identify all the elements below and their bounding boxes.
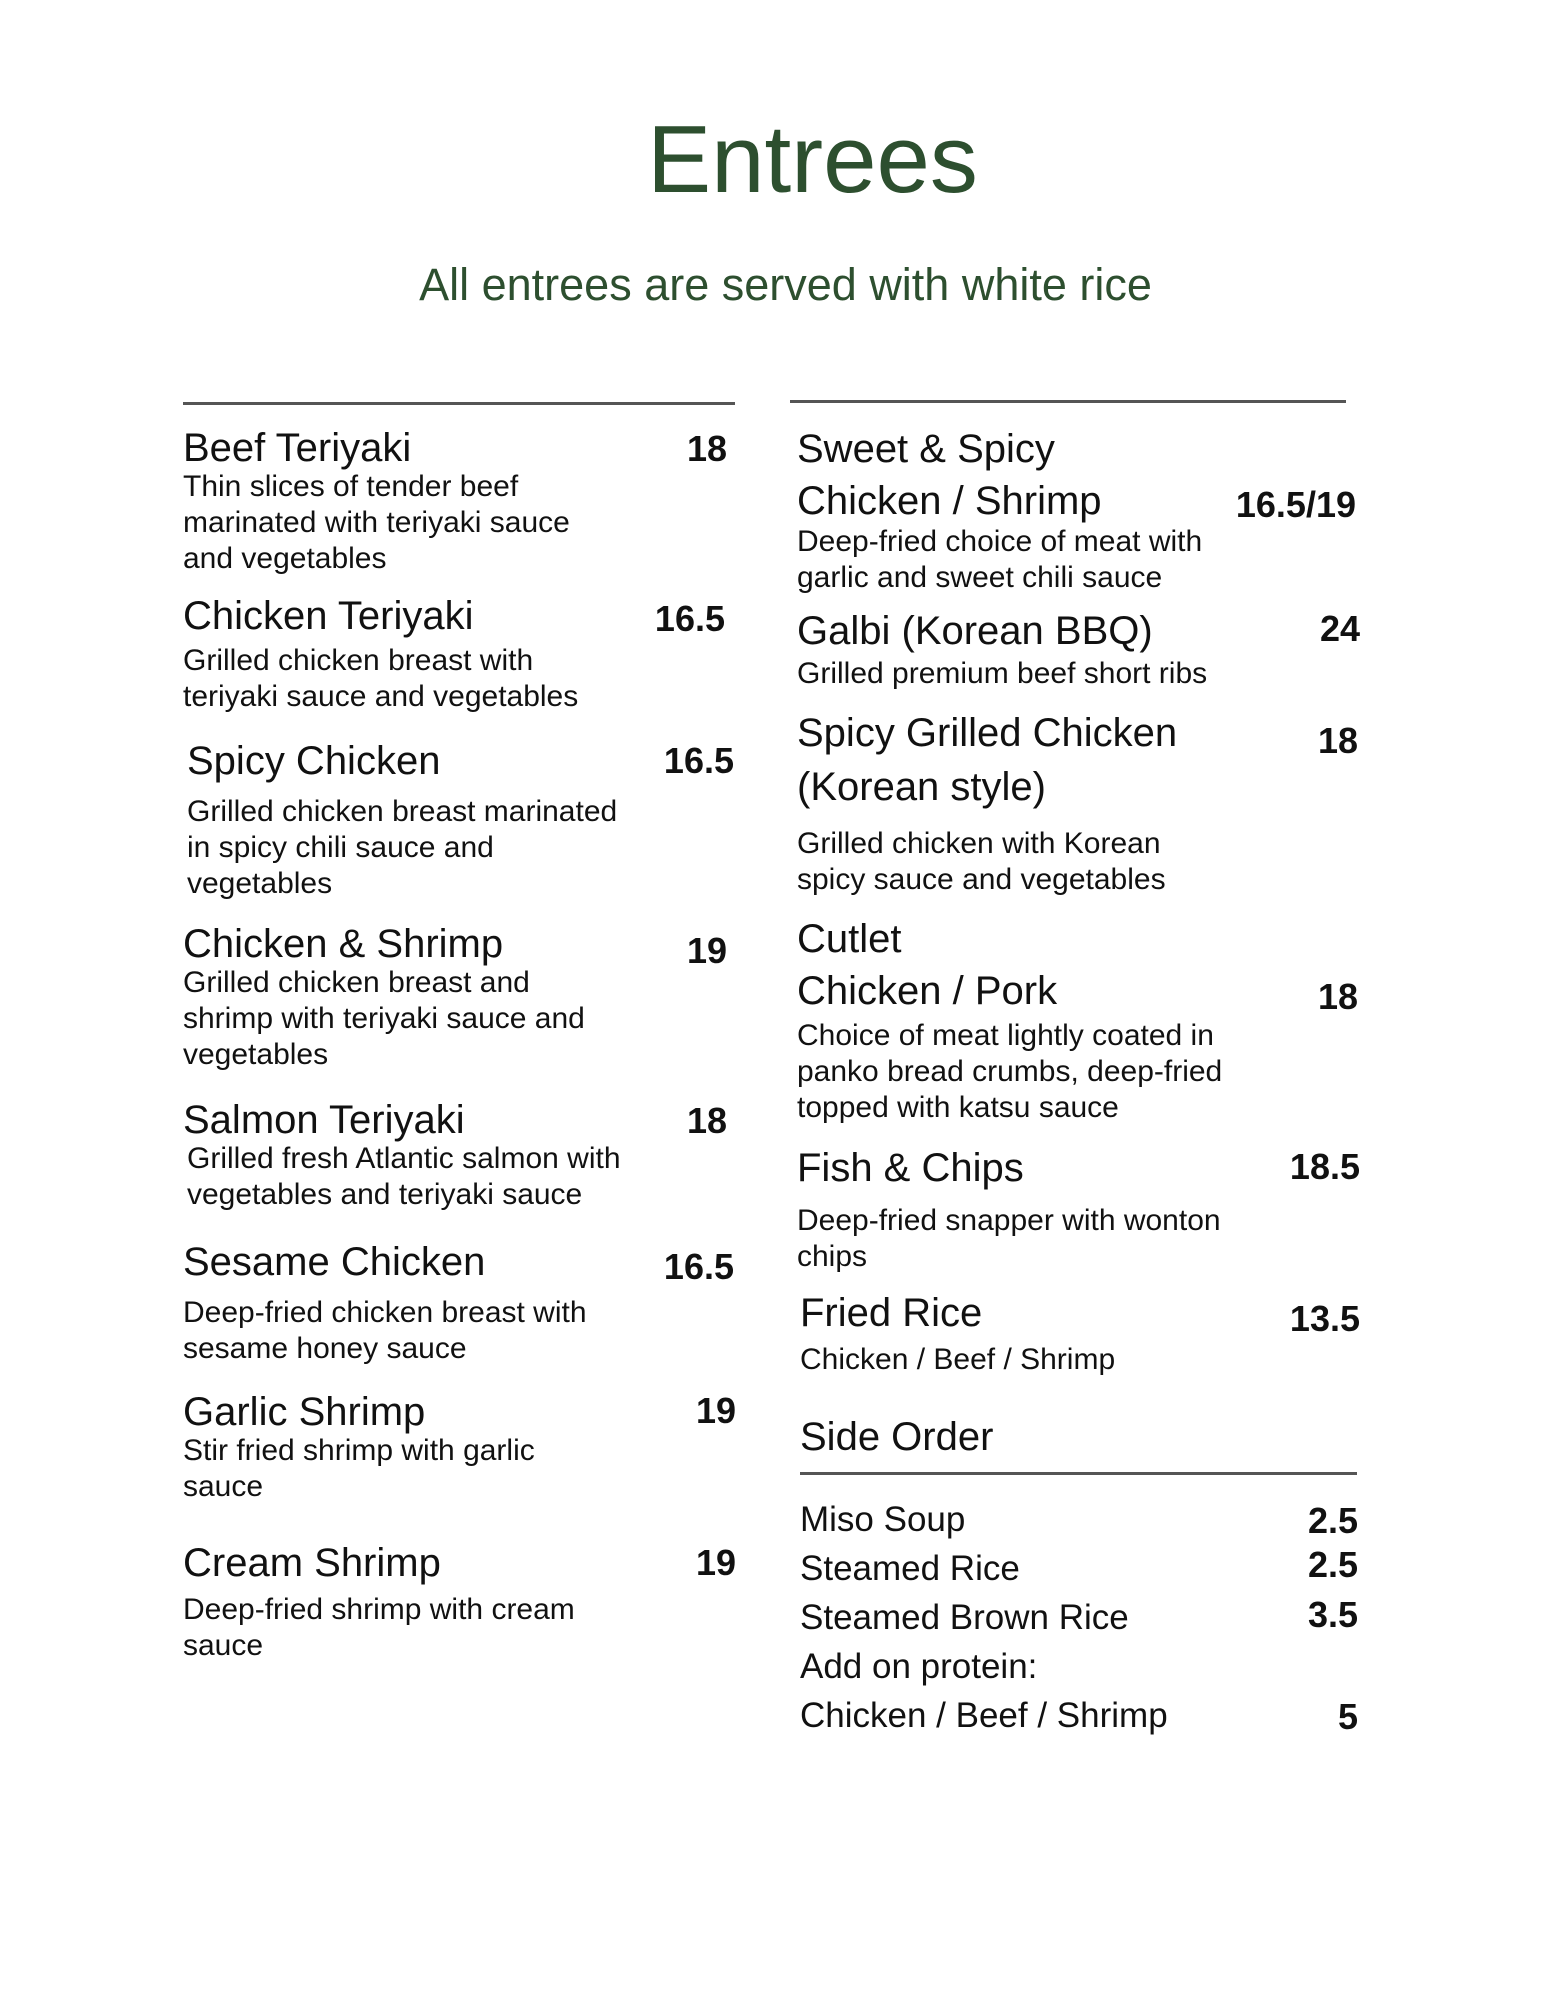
menu-item-sesame-chicken bbox=[183, 1237, 653, 1367]
item-price: 18.5 bbox=[1289, 1146, 1360, 1187]
menu-item-galbi bbox=[797, 606, 1227, 692]
item-description: Grilled premium beef short ribs bbox=[797, 657, 1208, 690]
item-name: Beef Teriyaki bbox=[183, 426, 412, 470]
menu-item-spicy-grilled-chicken bbox=[797, 708, 1237, 898]
item-description: Chicken / Beef / Shrimp bbox=[800, 1343, 1116, 1376]
item-description: Thin slices of tender beef marinated with teriyaki sauce and vegetables bbox=[183, 470, 570, 575]
item-price: 24 bbox=[1319, 608, 1360, 649]
menu-item-sweet-spicy bbox=[797, 424, 1227, 596]
item-description: Deep-fried snapper with wonton chips bbox=[797, 1204, 1221, 1273]
item-price: 16.5/19 bbox=[1235, 484, 1356, 525]
item-price: 19 bbox=[695, 1542, 736, 1583]
item-name: Fried Rice bbox=[800, 1291, 983, 1335]
side-item-miso-soup: Miso Soup bbox=[800, 1500, 966, 1539]
item-description: Deep-fried choice of meat with garlic and sweet chili sauce bbox=[797, 525, 1203, 594]
item-price: 16.5 bbox=[654, 598, 725, 639]
item-name: Salmon Teriyaki bbox=[183, 1098, 465, 1142]
side-item-steamed-brown-rice: Steamed Brown Rice bbox=[800, 1598, 1129, 1637]
item-description: Grilled chicken breast marinated in spicy chili sauce and vegetables bbox=[187, 795, 618, 900]
item-description: Choice of meat lightly coated in panko bread crumbs, deep-fried topped with katsu sauce bbox=[797, 1019, 1223, 1124]
item-price: 16.5 bbox=[663, 740, 734, 781]
item-price: 19 bbox=[695, 1390, 736, 1431]
item-name: Spicy Chicken bbox=[187, 739, 441, 783]
page-title: Entrees bbox=[647, 106, 978, 213]
side-item-price: 5 bbox=[1337, 1696, 1358, 1737]
item-price: 18 bbox=[686, 428, 727, 469]
side-item-add-on-label: Add on protein: bbox=[800, 1647, 1038, 1686]
left-column-divider bbox=[183, 402, 735, 405]
item-description: Grilled chicken breast with teriyaki sauce and vegetables bbox=[183, 644, 579, 713]
item-name: Garlic Shrimp bbox=[183, 1390, 426, 1434]
menu-item-cutlet bbox=[797, 914, 1257, 1126]
menu-item-salmon-teriyaki bbox=[183, 1095, 653, 1213]
item-price: 18 bbox=[1317, 976, 1358, 1017]
item-name-line2: Chicken / Shrimp bbox=[797, 479, 1102, 523]
menu-item-fish-chips bbox=[797, 1143, 1237, 1275]
item-name: Spicy Grilled Chicken bbox=[797, 711, 1178, 755]
item-description: Deep-fried shrimp with cream sauce bbox=[183, 1593, 575, 1662]
menu-item-chicken-shrimp bbox=[183, 919, 653, 1073]
menu-item-beef-teriyaki bbox=[183, 423, 653, 577]
page-subtitle: All entrees are served with white rice bbox=[419, 259, 1152, 310]
item-description: Grilled fresh Atlantic salmon with vegetables and teriyaki sauce bbox=[187, 1142, 621, 1211]
item-description: Deep-fried chicken breast with sesame honey sauce bbox=[183, 1296, 587, 1365]
item-description: Grilled chicken breast and shrimp with teriyaki sauce and vegetables bbox=[183, 966, 585, 1071]
item-name: Chicken Teriyaki bbox=[183, 594, 474, 638]
side-order-divider bbox=[800, 1472, 1357, 1475]
side-item-steamed-rice: Steamed Rice bbox=[800, 1549, 1020, 1588]
item-price: 13.5 bbox=[1289, 1298, 1360, 1339]
item-price: 18 bbox=[1317, 720, 1358, 761]
item-name: Chicken & Shrimp bbox=[183, 922, 504, 966]
item-name: Cream Shrimp bbox=[183, 1541, 441, 1585]
item-description: Grilled chicken with Korean spicy sauce and vegetables bbox=[797, 827, 1166, 896]
item-price: 18 bbox=[686, 1100, 727, 1141]
right-column-divider bbox=[790, 400, 1346, 403]
item-name-line2: (Korean style) bbox=[797, 765, 1046, 809]
side-order-heading: Side Order bbox=[800, 1415, 994, 1459]
item-name: Sweet & Spicy bbox=[797, 427, 1055, 471]
item-name: Sesame Chicken bbox=[183, 1240, 486, 1284]
side-item-protein-add-on: Chicken / Beef / Shrimp bbox=[800, 1696, 1168, 1735]
item-price: 16.5 bbox=[663, 1246, 734, 1287]
item-name-line2: Chicken / Pork bbox=[797, 969, 1058, 1013]
side-item-price: 2.5 bbox=[1307, 1544, 1358, 1585]
menu-item-spicy-chicken bbox=[187, 736, 657, 902]
item-description: Stir fried shrimp with garlic sauce bbox=[183, 1434, 535, 1503]
menu-item-cream-shrimp bbox=[183, 1538, 653, 1664]
item-price: 19 bbox=[686, 930, 727, 971]
menu-item-fried-rice bbox=[800, 1288, 1240, 1378]
menu-item-garlic-shrimp bbox=[183, 1387, 653, 1505]
menu-item-chicken-teriyaki bbox=[183, 591, 653, 715]
item-name: Cutlet bbox=[797, 917, 902, 961]
item-name: Fish & Chips bbox=[797, 1146, 1024, 1190]
side-item-price: 2.5 bbox=[1307, 1500, 1358, 1541]
item-name: Galbi (Korean BBQ) bbox=[797, 609, 1153, 653]
side-item-price: 3.5 bbox=[1307, 1594, 1358, 1635]
